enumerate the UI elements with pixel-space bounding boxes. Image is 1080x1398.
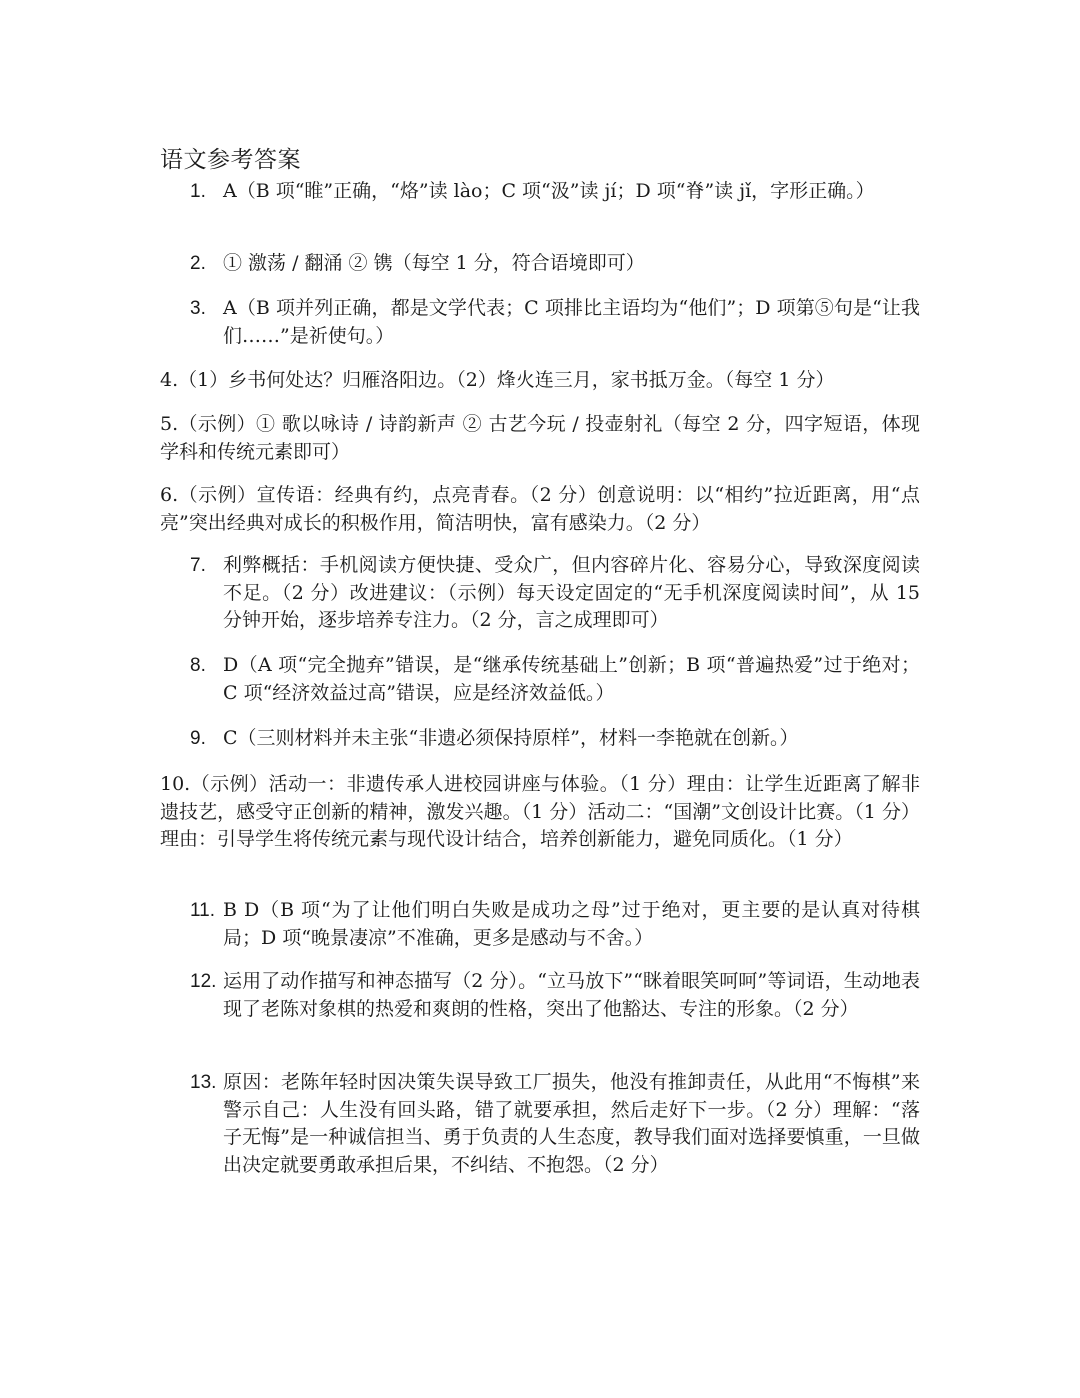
answer-item-8 <box>190 652 920 707</box>
item-text: A（B 项并列正确，都是文学代表；C 项排比主语均为“他们”；D 项第⑤句是“让我们……”是祈使句。） <box>223 297 920 347</box>
item-text: 4.（1）乡书何处达？归雁洛阳边。（2）烽火连三月，家书抵万金。（每空 1 分） <box>160 369 835 391</box>
item-number: 9. <box>190 728 206 749</box>
item-text: 利弊概括：手机阅读方便快捷、受众广，但内容碎片化、容易分心，导致深度阅读不足。（2 分）改进建议：（示例）每天设定固定的“无手机深度阅读时间”，从 15 分钟开始，逐步培养专注力。（2 分，言之成理即可） <box>223 554 920 631</box>
item-text: A（B 项“睢”正确，“烙”读 lào；C 项“汲”读 jí；D 项“脊”读 jǐ，字形正确。） <box>223 180 875 202</box>
item-number: 11. <box>190 900 216 921</box>
answer-item-11 <box>190 897 920 952</box>
item-text: 原因：老陈年轻时因决策失误导致工厂损失，他没有推卸责任，从此用“不悔棋”来警示自己：人生没有回头路，错了就要承担，然后走好下一步。（2 分）理解：“落子无悔”是一种诚信担当、勇于负责的人生态度，教导我们面对选择要慎重，一旦做出决定就要勇敢承担后果，不纠结、不抱怨。（2 分） <box>223 1071 920 1176</box>
item-number: 3. <box>190 298 206 319</box>
answer-item-13 <box>190 1069 920 1179</box>
item-number: 2. <box>190 253 206 274</box>
answer-item-2 <box>190 250 920 278</box>
item-text: B D（B 项“为了让他们明白失败是成功之母”过于绝对，更主要的是认真对待棋局；D 项“晚景凄凉”不准确，更多是感动与不舍。） <box>223 899 920 949</box>
answer-item-6 <box>160 482 920 537</box>
item-text: 6.（示例）宣传语：经典有约，点亮青春。（2 分）创意说明：以“相约”拉近距离，用“点亮”突出经典对成长的积极作用，简洁明快，富有感染力。（2 分） <box>160 484 920 534</box>
item-number: 13. <box>190 1072 217 1093</box>
answer-item-7 <box>190 552 920 635</box>
item-text: 10.（示例）活动一：非遗传承人进校园讲座与体验。（1 分）理由：让学生近距离了解非遗技艺，感受守正创新的精神，激发兴趣。（1 分）活动二：“国潮”文创设计比赛。（1 分）理由：引导学生将传统元素与现代设计结合，培养创新能力，避免同质化。（1 分） <box>160 773 920 850</box>
answer-item-4 <box>160 367 920 395</box>
item-number: 7. <box>190 555 206 576</box>
item-number: 12. <box>190 971 217 992</box>
answer-item-10 <box>160 771 920 854</box>
item-text: C（三则材料并未主张“非遗必须保持原样”，材料一李艳就在创新。） <box>223 727 799 749</box>
item-number: 1. <box>190 181 206 202</box>
answer-item-1 <box>190 178 920 206</box>
answer-item-9 <box>190 725 920 753</box>
item-text: D（A 项“完全抛弃”错误，是“继承传统基础上”创新；B 项“普遍热爱”过于绝对；C 项“经济效益过高”错误，应是经济效益低。） <box>223 654 920 704</box>
page-title: 语文参考答案 <box>160 147 301 173</box>
answer-item-5 <box>160 411 920 466</box>
answer-item-12 <box>190 968 920 1023</box>
item-text: 5.（示例）① 歌以咏诗 / 诗韵新声 ② 古艺今玩 / 投壶射礼（每空 2 分，四字短语，体现学科和传统元素即可） <box>160 413 920 463</box>
item-text: 运用了动作描写和神态描写（2 分）。“立马放下”“眯着眼笑呵呵”等词语，生动地表现了老陈对象棋的热爱和爽朗的性格，突出了他豁达、专注的形象。（2 分） <box>223 970 920 1020</box>
answer-item-3 <box>190 295 920 350</box>
item-text: ① 激荡 / 翻涌 ② 镌（每空 1 分，符合语境即可） <box>223 252 645 274</box>
item-number: 8. <box>190 655 206 676</box>
